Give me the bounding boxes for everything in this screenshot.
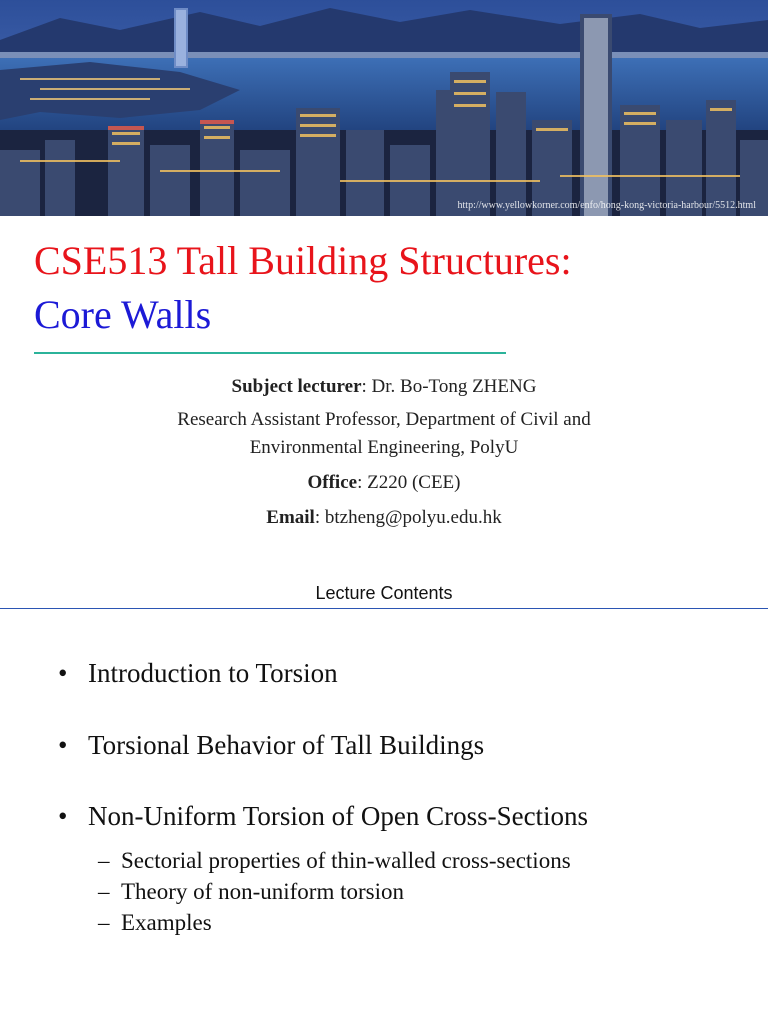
slide-title-topic: Core Walls — [34, 292, 212, 337]
dash-icon: – — [98, 879, 110, 904]
bullet-icon: • — [58, 801, 68, 831]
lecturer-value: : Dr. Bo-Tong ZHENG — [361, 376, 537, 397]
position-line-2: Environmental Engineering, PolyU — [249, 437, 519, 458]
bullet-icon: • — [58, 730, 68, 760]
title-underline-divider — [34, 352, 506, 354]
lecturer-line — [0, 376, 768, 398]
email-line — [0, 507, 768, 529]
list-item-label: Non-Uniform Torsion of Open Cross-Sections — [88, 801, 589, 831]
position-line-1: Research Assistant Professor, Department of Civil and — [177, 409, 591, 430]
list-item-label: Torsional Behavior of Tall Buildings — [88, 730, 485, 760]
list-item-label: Introduction to Torsion — [88, 658, 338, 688]
skyline-banner-image — [0, 0, 768, 216]
sub-list-item — [98, 848, 571, 874]
dash-icon: – — [98, 848, 110, 873]
office-line — [0, 472, 768, 494]
list-item — [58, 801, 588, 832]
email-value: : btzheng@polyu.edu.hk — [314, 507, 502, 528]
sub-list-item — [98, 879, 404, 905]
sub-list-item — [98, 910, 212, 936]
slide-title-course: CSE513 Tall Building Structures: — [34, 238, 572, 283]
office-label: Office — [307, 472, 358, 493]
sub-list-item-label: Sectorial properties of thin-walled cross-sections — [121, 848, 571, 873]
sub-list-item-label: Examples — [121, 910, 212, 935]
dash-icon: – — [98, 910, 110, 935]
list-item — [58, 658, 338, 689]
email-label: Email — [266, 507, 315, 528]
slide-divider — [0, 608, 768, 609]
contents-slide-title: Lecture Contents — [315, 583, 453, 603]
bullet-icon: • — [58, 658, 68, 688]
skyline-illustration — [0, 0, 768, 216]
list-item — [58, 730, 484, 761]
office-value: : Z220 (CEE) — [357, 472, 461, 493]
slide-title — [34, 234, 572, 342]
sub-list-item-label: Theory of non-uniform torsion — [121, 879, 404, 904]
image-credit-link[interactable]: http://www.yellowkorner.com/enfo/hong-kong-victoria-harbour/5512.html — [457, 200, 756, 211]
lecturer-label: Subject lecturer — [231, 376, 362, 397]
